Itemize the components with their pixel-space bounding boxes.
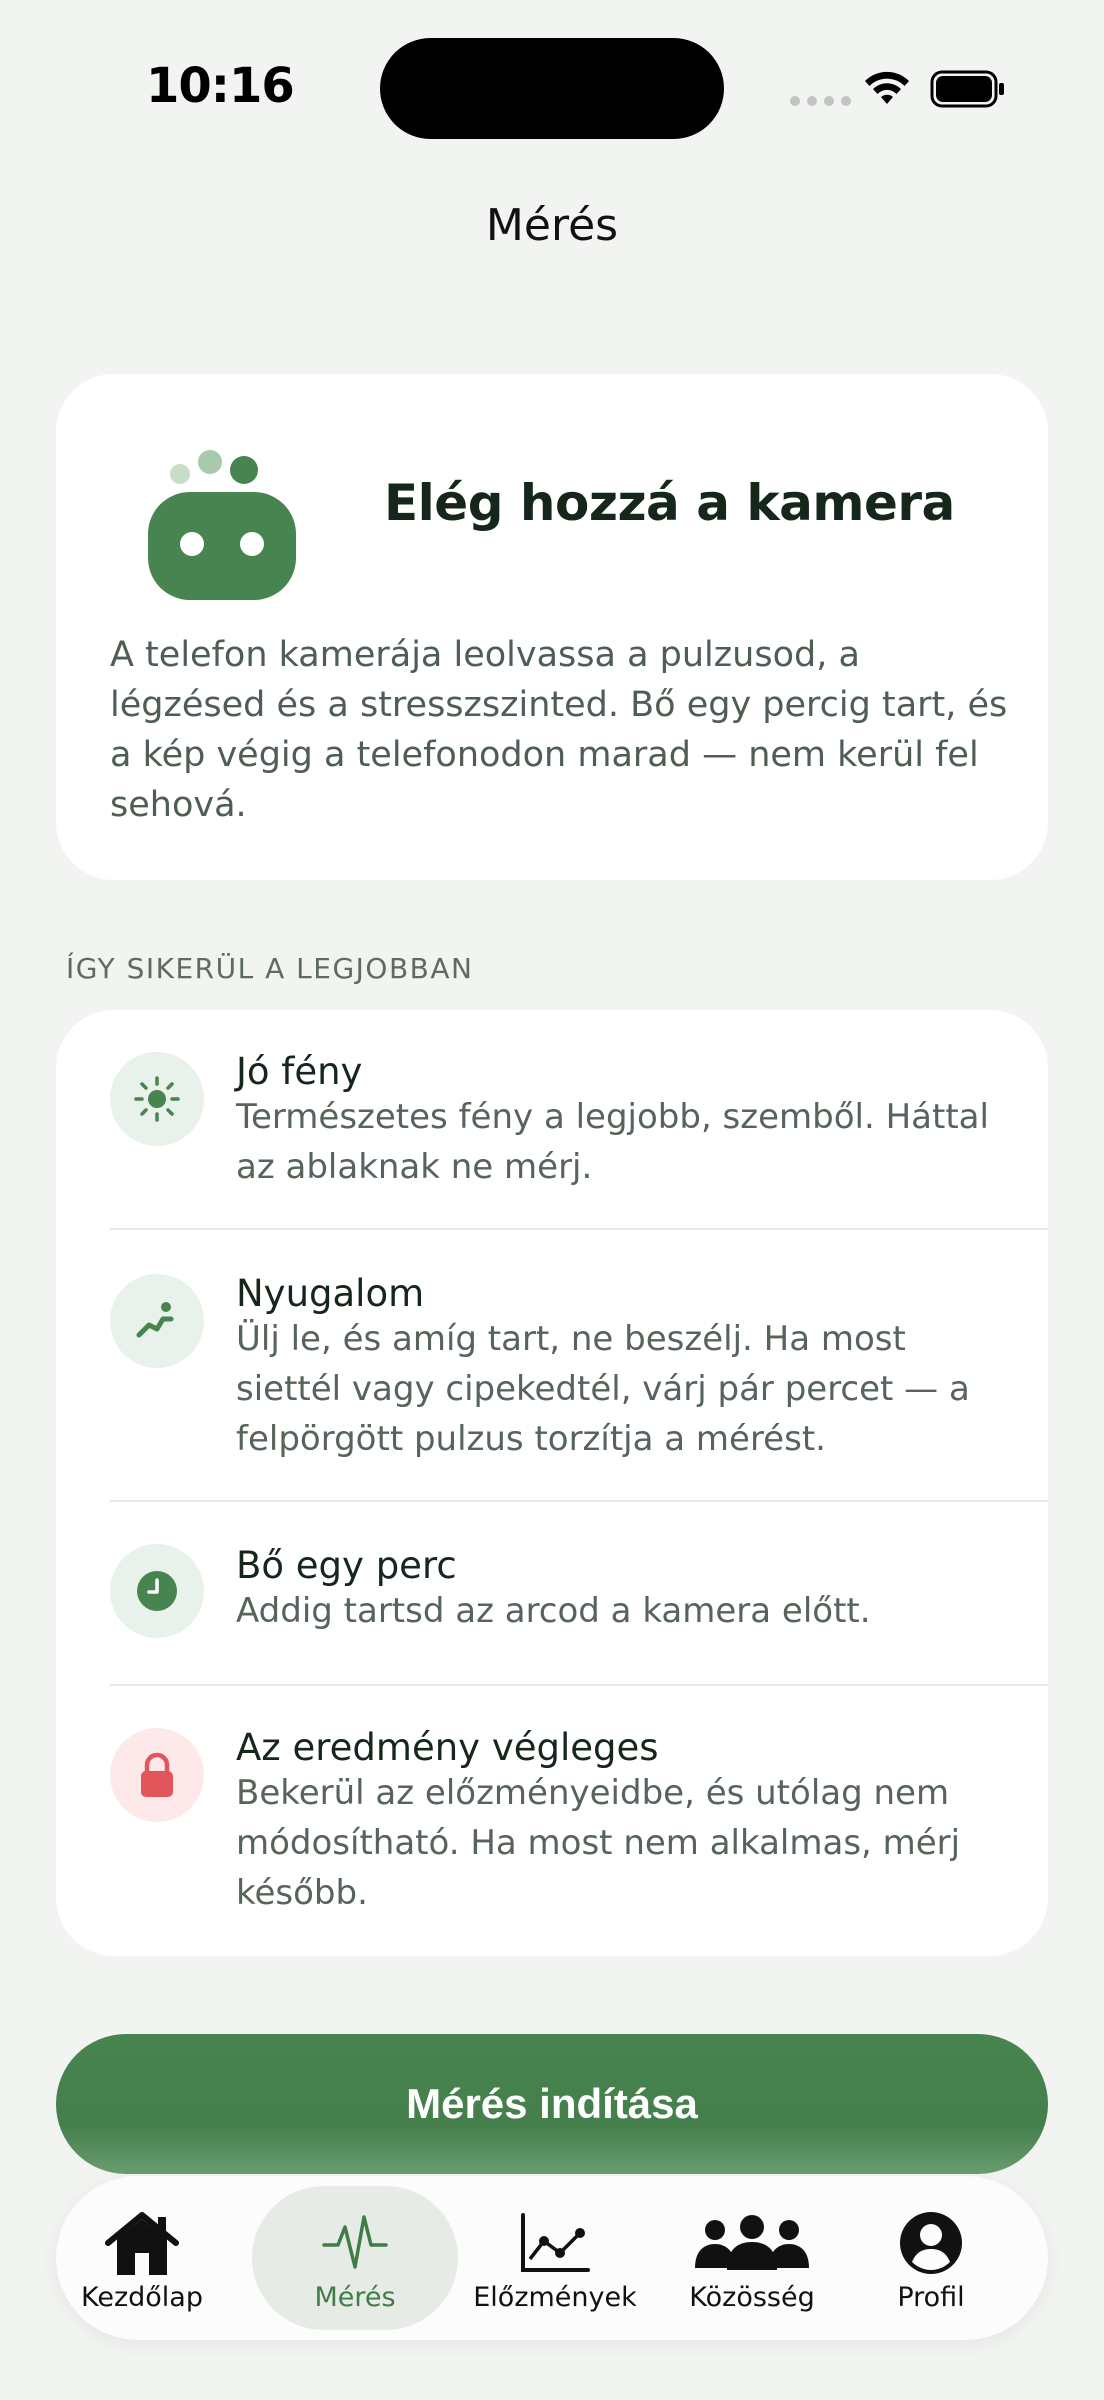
- tab-label: Közösség: [689, 2282, 815, 2313]
- tip-title: Nyugalom: [236, 1272, 425, 1315]
- hero-description: A telefon kamerája leolvassa a pulzusod, a légzésed és a stresszszinted. Bő egy percig tart, és a kép végig a telefonodon marad — nem kerül fel sehová.: [110, 635, 1008, 825]
- line-chart-icon: [515, 2208, 595, 2278]
- clock-icon: [110, 1544, 204, 1638]
- dynamic-island: [380, 38, 724, 139]
- lock-icon: [110, 1728, 204, 1822]
- status-bar: [0, 0, 1104, 180]
- people-icon: [692, 2208, 812, 2278]
- divider: [110, 1500, 1048, 1502]
- tab-home[interactable]: [66, 2186, 218, 2330]
- status-time: 10:16: [146, 58, 294, 114]
- tab-label: Kezdőlap: [81, 2282, 203, 2313]
- tab-measurement[interactable]: [252, 2186, 458, 2330]
- tab-community[interactable]: [666, 2186, 838, 2330]
- wifi-icon: [862, 68, 912, 108]
- divider: [110, 1228, 1048, 1230]
- tip-title: Bő egy perc: [236, 1544, 457, 1587]
- camera-info-card: [56, 374, 1048, 880]
- tab-history[interactable]: [462, 2186, 648, 2330]
- tip-text: Természetes fény a legjobb, szemből. Háttal az ablaknak ne mérj.: [236, 1097, 989, 1187]
- cellular-signal-icon: [790, 96, 851, 106]
- tips-section-label: ÍGY SIKERÜL A LEGJOBBAN: [66, 952, 474, 985]
- page-title: Mérés: [485, 200, 619, 251]
- heartbeat-icon: [315, 2208, 395, 2278]
- hero-title: Elég hozzá a kamera: [384, 474, 955, 532]
- tip-text: Bekerül az előzményeidbe, és utólag nem módosítható. Ha most nem alkalmas, mérj később.: [236, 1773, 961, 1913]
- camera-mascot-icon: [148, 444, 310, 600]
- tip-title: Jó fény: [236, 1050, 363, 1093]
- profile-icon: [891, 2208, 971, 2278]
- tab-label: Profil: [897, 2282, 965, 2313]
- tips-card: [56, 1010, 1048, 1956]
- tip-text: Ülj le, és amíg tart, ne beszélj. Ha most siettél vagy cipekedtél, várj pár percet — a felpörgött pulzus torzítja a mérést.: [236, 1319, 970, 1459]
- tab-profile[interactable]: [856, 2186, 1006, 2330]
- home-icon: [102, 2208, 182, 2278]
- seat-icon: [110, 1274, 204, 1368]
- tab-bar: [56, 2176, 1048, 2340]
- sun-icon: [110, 1052, 204, 1146]
- tab-label: Előzmények: [473, 2282, 637, 2313]
- battery-icon: [930, 70, 1006, 108]
- tab-label: Mérés: [314, 2282, 396, 2313]
- start-measurement-button[interactable]: Mérés indítása: [56, 2034, 1048, 2174]
- tip-text: Addig tartsd az arcod a kamera előtt.: [236, 1591, 871, 1631]
- divider: [110, 1684, 1048, 1686]
- tip-title: Az eredmény végleges: [236, 1726, 659, 1769]
